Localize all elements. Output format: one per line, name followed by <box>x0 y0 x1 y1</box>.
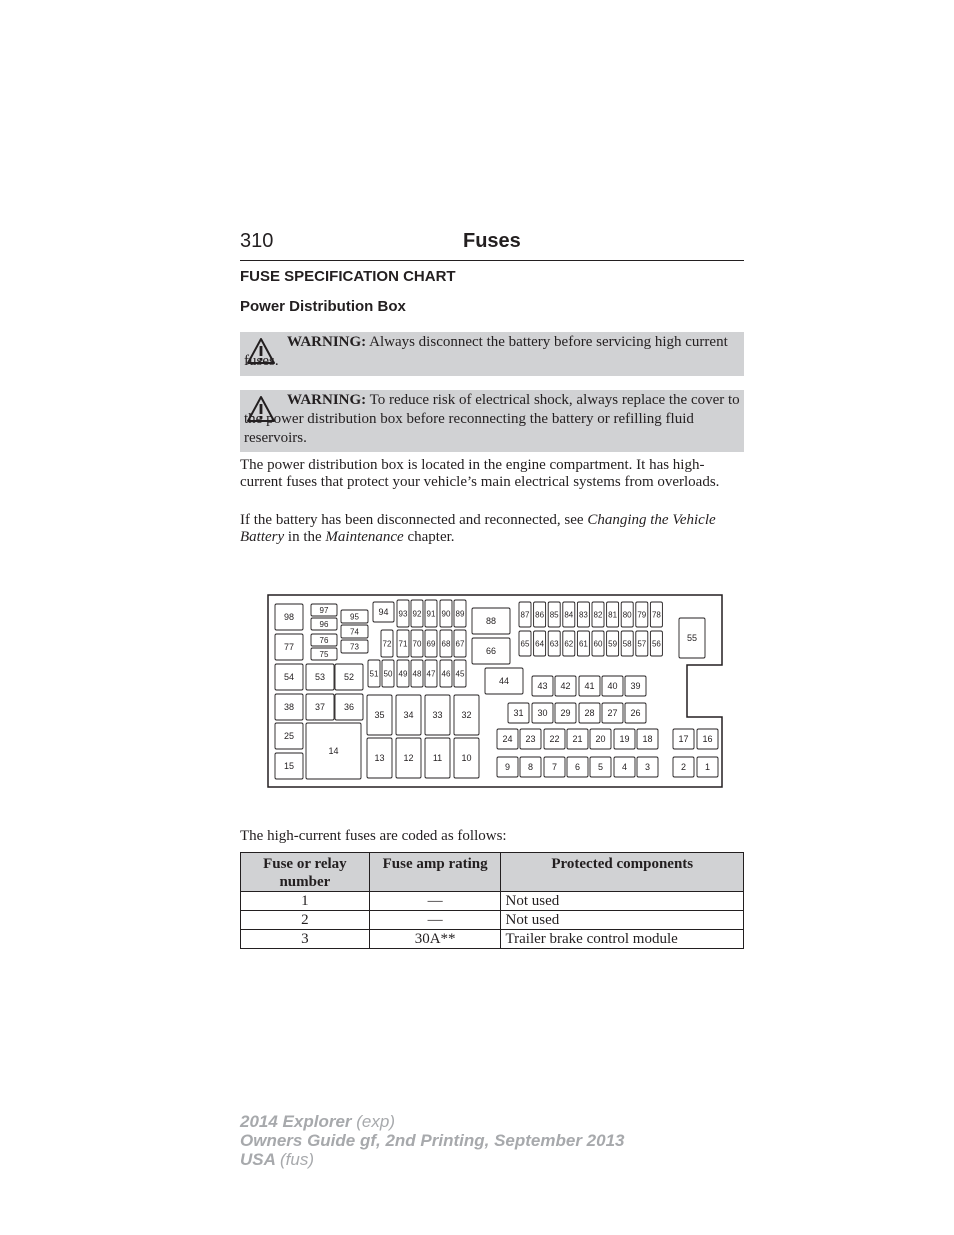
warning-message: To reduce risk of electrical shock, always replace the cover to the power distribution box before reconnecting the battery or refilling fluid reservoirs. <box>244 392 740 446</box>
fuse-slot-50 <box>382 660 394 687</box>
fuse-slot-10 <box>454 738 479 778</box>
fuse-table <box>240 852 744 949</box>
fuse-slot-label: 82 <box>593 610 603 620</box>
fuse-slot-2 <box>673 757 694 777</box>
fuse-slot-9 <box>497 757 518 777</box>
fuse-slot-51 <box>368 660 380 687</box>
fuse-slot-label: 46 <box>441 669 451 679</box>
coded-intro: The high-current fuses are coded as follows: <box>240 828 507 844</box>
fuse-slot-65 <box>519 631 531 656</box>
fuse-slot-16 <box>697 729 718 749</box>
column-header: Fuse or relay number <box>241 853 370 892</box>
fuse-slot-label: 43 <box>537 681 548 692</box>
footer-market: USA <box>240 1150 276 1169</box>
fuse-slot-label: 30 <box>537 708 548 719</box>
fuse-slot-label: 15 <box>283 761 295 772</box>
fuse-slot-13 <box>367 738 392 778</box>
fuse-slot-96 <box>311 618 337 630</box>
fuse-slot-19 <box>614 729 635 749</box>
fuse-slot-label: 85 <box>549 610 559 620</box>
fuse-slot-41 <box>579 676 600 696</box>
fuse-slot-23 <box>520 729 541 749</box>
fuse-slot-label: 59 <box>608 639 618 649</box>
reconnect-text: If the battery has been disconnected and reconnected, see <box>240 512 588 528</box>
fuse-slot-49 <box>397 660 409 687</box>
footer-market-line <box>240 1150 624 1169</box>
fuse-slot-58 <box>621 631 633 656</box>
fuse-slot-3 <box>637 757 658 777</box>
fuse-slot-55 <box>679 618 705 658</box>
fuse-slot-76 <box>311 634 337 646</box>
page-header <box>240 228 744 261</box>
fuse-slot-label: 1 <box>704 762 711 773</box>
fuse-slot-12 <box>396 738 421 778</box>
fuse-slot-31 <box>508 703 529 723</box>
fuse-slot-33 <box>425 695 450 735</box>
fuse-slot-label: 98 <box>283 612 295 623</box>
fuse-slot-label: 71 <box>398 639 408 649</box>
fuse-slot-label: 14 <box>328 746 339 757</box>
fuse-slot-label: 17 <box>678 734 689 745</box>
fuse-slot-label: 78 <box>651 610 661 620</box>
fuse-slot-label: 81 <box>608 610 618 620</box>
fuse-slot-label: 39 <box>630 681 641 692</box>
fuse-slot-18 <box>637 729 658 749</box>
fuse-slot-label: 66 <box>485 646 497 657</box>
fuse-slot-label: 94 <box>378 607 389 618</box>
fuse-slot-21 <box>567 729 588 749</box>
fuse-slot-48 <box>411 660 423 687</box>
fuse-slot-40 <box>602 676 623 696</box>
fuse-slot-7 <box>544 757 565 777</box>
fuse-slot-label: 18 <box>642 734 653 745</box>
fuse-slot-label: 65 <box>520 639 530 649</box>
fuse-slot-53 <box>306 664 334 690</box>
fuse-slot-97 <box>311 604 337 616</box>
fuse-slot-label: 76 <box>319 635 329 645</box>
fuse-slot-label: 42 <box>560 681 571 692</box>
fuse-slot-30 <box>532 703 553 723</box>
fuse-slot-92 <box>411 600 423 627</box>
fuse-slot-89 <box>454 600 466 627</box>
fuse-slot-label: 64 <box>535 639 545 649</box>
fuse-slot-63 <box>548 631 560 656</box>
fuse-slot-label: 5 <box>597 762 604 773</box>
fuse-slot-label: 55 <box>686 633 698 644</box>
fuse-slot-6 <box>567 757 588 777</box>
reconnect-text: in the <box>284 529 326 545</box>
fuse-slot-label: 79 <box>637 610 647 620</box>
fuse-slot-82 <box>592 602 604 627</box>
fuse-slot-75 <box>311 648 337 660</box>
fuse-slot-label: 25 <box>283 731 295 742</box>
warning-box <box>240 390 744 452</box>
fuse-slot-8 <box>520 757 541 777</box>
fuse-slot-60 <box>592 631 604 656</box>
fuse-slot-label: 10 <box>461 753 472 764</box>
fuse-slot-80 <box>621 602 633 627</box>
fuse-slot-label: 35 <box>374 710 385 721</box>
fuse-slot-28 <box>579 703 600 723</box>
fuse-slot-66 <box>472 638 510 664</box>
fuse-slot-94 <box>373 602 394 622</box>
fuse-slot-label: 91 <box>426 609 436 619</box>
fuse-slot-88 <box>472 608 510 634</box>
fuse-slot-label: 37 <box>314 702 326 713</box>
fuse-slot-label: 68 <box>441 639 451 649</box>
fuse-slot-label: 53 <box>314 672 326 683</box>
table-row <box>241 911 744 930</box>
fuse-slot-label: 92 <box>412 609 422 619</box>
warning-text <box>244 333 740 371</box>
reconnect-text: chapter. <box>403 529 455 545</box>
fuse-slot-label: 90 <box>441 609 451 619</box>
fuse-slot-74 <box>341 625 368 638</box>
fuse-number-cell: 1 <box>241 892 370 911</box>
fuse-slot-label: 7 <box>551 762 558 773</box>
fuse-slot-label: 50 <box>383 669 393 679</box>
column-header: Fuse amp rating <box>369 853 501 892</box>
table-row <box>241 892 744 911</box>
fuse-slot-25 <box>275 723 303 749</box>
fuse-slot-69 <box>425 630 437 657</box>
footer-model-line <box>240 1112 624 1131</box>
fuse-slot-85 <box>548 602 560 627</box>
fuse-slot-64 <box>534 631 546 656</box>
fuse-slot-label: 9 <box>504 762 511 773</box>
fuse-slot-17 <box>673 729 694 749</box>
fuse-slot-label: 75 <box>319 649 329 659</box>
fuse-slot-36 <box>335 694 363 720</box>
fuse-slot-label: 16 <box>702 734 713 745</box>
fuse-slot-46 <box>440 660 452 687</box>
fuse-slot-27 <box>602 703 623 723</box>
fuse-slot-56 <box>650 631 662 656</box>
fuse-slot-label: 27 <box>607 708 618 719</box>
fuse-slot-84 <box>563 602 575 627</box>
fuse-slot-label: 28 <box>584 708 595 719</box>
fuse-slot-93 <box>397 600 409 627</box>
fuse-slot-4 <box>614 757 635 777</box>
fuse-slot-83 <box>577 602 589 627</box>
fuse-slot-14 <box>306 723 361 779</box>
fuse-slot-26 <box>625 703 646 723</box>
fuse-slot-label: 83 <box>578 610 588 620</box>
fuse-slot-label: 63 <box>549 639 559 649</box>
fuse-slot-label: 51 <box>369 669 379 679</box>
fuse-slot-label: 47 <box>426 669 436 679</box>
fuse-slot-61 <box>577 631 589 656</box>
fuse-slot-label: 84 <box>564 610 574 620</box>
fuse-slot-91 <box>425 600 437 627</box>
fuse-slot-39 <box>625 676 646 696</box>
fuse-slot-label: 74 <box>350 627 359 637</box>
fuse-slot-label: 36 <box>343 702 355 713</box>
fuse-slot-38 <box>275 694 303 720</box>
fuse-slot-label: 29 <box>560 708 571 719</box>
fuse-slot-42 <box>555 676 576 696</box>
fuse-slot-label: 86 <box>535 610 545 620</box>
reconnect-paragraph <box>240 512 746 546</box>
fuse-slot-86 <box>534 602 546 627</box>
fuse-slot-label: 73 <box>350 642 359 652</box>
fuse-slot-label: 57 <box>637 639 647 649</box>
fuse-slot-24 <box>497 729 518 749</box>
footer-market-code: (fus) <box>280 1150 314 1169</box>
fuse-slot-label: 48 <box>412 669 422 679</box>
fuse-slot-29 <box>555 703 576 723</box>
fuse-slot-label: 34 <box>403 710 414 721</box>
fuse-slot-label: 88 <box>485 616 497 627</box>
fuse-slot-20 <box>590 729 611 749</box>
maintenance-chapter-reference: Maintenance <box>325 529 404 545</box>
fuse-slot-label: 41 <box>584 681 595 692</box>
fuse-slot-label: 67 <box>455 639 465 649</box>
fuse-box-outline <box>267 594 723 788</box>
protected-component-cell: Trailer brake control module <box>501 930 744 949</box>
footer-model: 2014 Explorer <box>240 1112 352 1131</box>
fuse-slot-71 <box>397 630 409 657</box>
fuse-slot-label: 72 <box>382 639 392 649</box>
fuse-slot-34 <box>396 695 421 735</box>
fuse-slot-label: 62 <box>564 639 574 649</box>
fuse-slot-label: 97 <box>319 605 329 615</box>
fuse-slot-label: 49 <box>398 669 408 679</box>
fuse-slot-label: 2 <box>680 762 687 773</box>
fuse-slot-label: 4 <box>621 762 628 773</box>
protected-component-cell: Not used <box>501 892 744 911</box>
fuse-slot-label: 13 <box>374 753 385 764</box>
fuse-slot-59 <box>607 631 619 656</box>
fuse-slot-45 <box>454 660 466 687</box>
fuse-slot-label: 95 <box>350 612 359 622</box>
fuse-slot-label: 12 <box>403 753 414 764</box>
page-number: 310 <box>240 230 274 252</box>
fuse-slot-label: 69 <box>426 639 436 649</box>
fuse-slot-70 <box>411 630 423 657</box>
fuse-slot-label: 70 <box>412 639 422 649</box>
fuse-slot-label: 60 <box>593 639 603 649</box>
fuse-slot-54 <box>275 664 303 690</box>
fuse-box-diagram <box>267 594 723 788</box>
fuse-number-cell: 3 <box>241 930 370 949</box>
page-title: Fuses <box>463 230 521 252</box>
fuse-slot-label: 40 <box>607 681 618 692</box>
fuse-slot-label: 24 <box>502 734 513 745</box>
fuse-slot-77 <box>275 634 303 660</box>
fuse-slot-label: 77 <box>283 642 295 653</box>
fuse-slot-label: 61 <box>578 639 588 649</box>
amp-rating-cell: — <box>369 911 501 930</box>
footer-model-code: (exp) <box>356 1112 395 1131</box>
fuse-slot-43 <box>532 676 553 696</box>
fuse-slot-label: 54 <box>283 672 295 683</box>
fuse-slot-label: 21 <box>572 734 583 745</box>
fuse-slot-label: 26 <box>630 708 641 719</box>
fuse-slot-label: 23 <box>525 734 536 745</box>
fuse-slot-37 <box>306 694 334 720</box>
footer-guide: Owners Guide gf, 2nd Printing, September 2013 <box>240 1131 625 1150</box>
fuse-slot-label: 56 <box>651 639 661 649</box>
fuse-slot-label: 87 <box>520 610 530 620</box>
section-heading: FUSE SPECIFICATION CHART <box>240 268 456 285</box>
fuse-slot-label: 32 <box>461 710 472 721</box>
fuse-slot-label: 19 <box>619 734 630 745</box>
location-paragraph: The power distribution box is located in the engine compartment. It has high-current fuses that protect your vehicle’s main electrical systems from overloads. <box>240 457 720 490</box>
warning-text <box>244 391 740 448</box>
fuse-slot-44 <box>485 668 523 694</box>
fuse-slot-47 <box>425 660 437 687</box>
protected-component-cell: Not used <box>501 911 744 930</box>
fuse-slot-22 <box>544 729 565 749</box>
fuse-slot-57 <box>636 631 648 656</box>
column-header: Protected components <box>501 853 744 892</box>
fuse-slot-68 <box>440 630 452 657</box>
fuse-slot-label: 11 <box>432 753 443 764</box>
fuse-slot-90 <box>440 600 452 627</box>
fuse-slot-label: 3 <box>644 762 651 773</box>
fuse-slot-label: 22 <box>549 734 560 745</box>
fuse-slot-label: 96 <box>319 619 329 629</box>
changing-battery-reference: Changing the Vehicle Battery <box>240 512 716 545</box>
fuse-slot-label: 6 <box>574 762 581 773</box>
amp-rating-cell: — <box>369 892 501 911</box>
warning-label: WARNING: <box>287 334 367 350</box>
fuse-slot-label: 33 <box>432 710 443 721</box>
table-row <box>241 930 744 949</box>
fuse-slot-87 <box>519 602 531 627</box>
fuse-slot-label: 93 <box>398 609 408 619</box>
fuse-slot-98 <box>275 604 303 630</box>
fuse-slot-78 <box>650 602 662 627</box>
fuse-slot-95 <box>341 610 368 623</box>
fuse-slot-label: 52 <box>343 672 355 683</box>
warning-label: WARNING: <box>287 392 367 408</box>
fuse-slot-32 <box>454 695 479 735</box>
page-footer <box>240 1112 624 1169</box>
amp-rating-cell: 30A** <box>369 930 501 949</box>
fuse-slot-label: 80 <box>622 610 632 620</box>
fuse-slot-79 <box>636 602 648 627</box>
fuse-slot-35 <box>367 695 392 735</box>
fuse-number-cell: 2 <box>241 911 370 930</box>
fuse-slot-73 <box>341 640 368 653</box>
fuse-slot-label: 38 <box>283 702 295 713</box>
fuse-slot-11 <box>425 738 450 778</box>
fuse-slot-label: 20 <box>595 734 606 745</box>
fuse-slot-label: 58 <box>622 639 632 649</box>
fuse-slot-15 <box>275 753 303 779</box>
fuse-slot-1 <box>697 757 718 777</box>
table-header-row <box>241 853 744 892</box>
fuse-slot-label: 31 <box>513 708 524 719</box>
warning-box <box>240 332 744 376</box>
warning-message: Always disconnect the battery before servicing high current fuses. <box>244 334 728 369</box>
subsection-heading: Power Distribution Box <box>240 298 406 315</box>
fuse-slot-62 <box>563 631 575 656</box>
fuse-slot-label: 44 <box>498 676 510 687</box>
fuse-slot-67 <box>454 630 466 657</box>
fuse-slot-label: 89 <box>455 609 465 619</box>
fuse-slot-label: 45 <box>455 669 465 679</box>
fuse-slot-5 <box>590 757 611 777</box>
fuse-slot-label: 8 <box>527 762 534 773</box>
fuse-slot-81 <box>607 602 619 627</box>
fuse-slot-52 <box>335 664 363 690</box>
fuse-slot-72 <box>381 630 393 657</box>
